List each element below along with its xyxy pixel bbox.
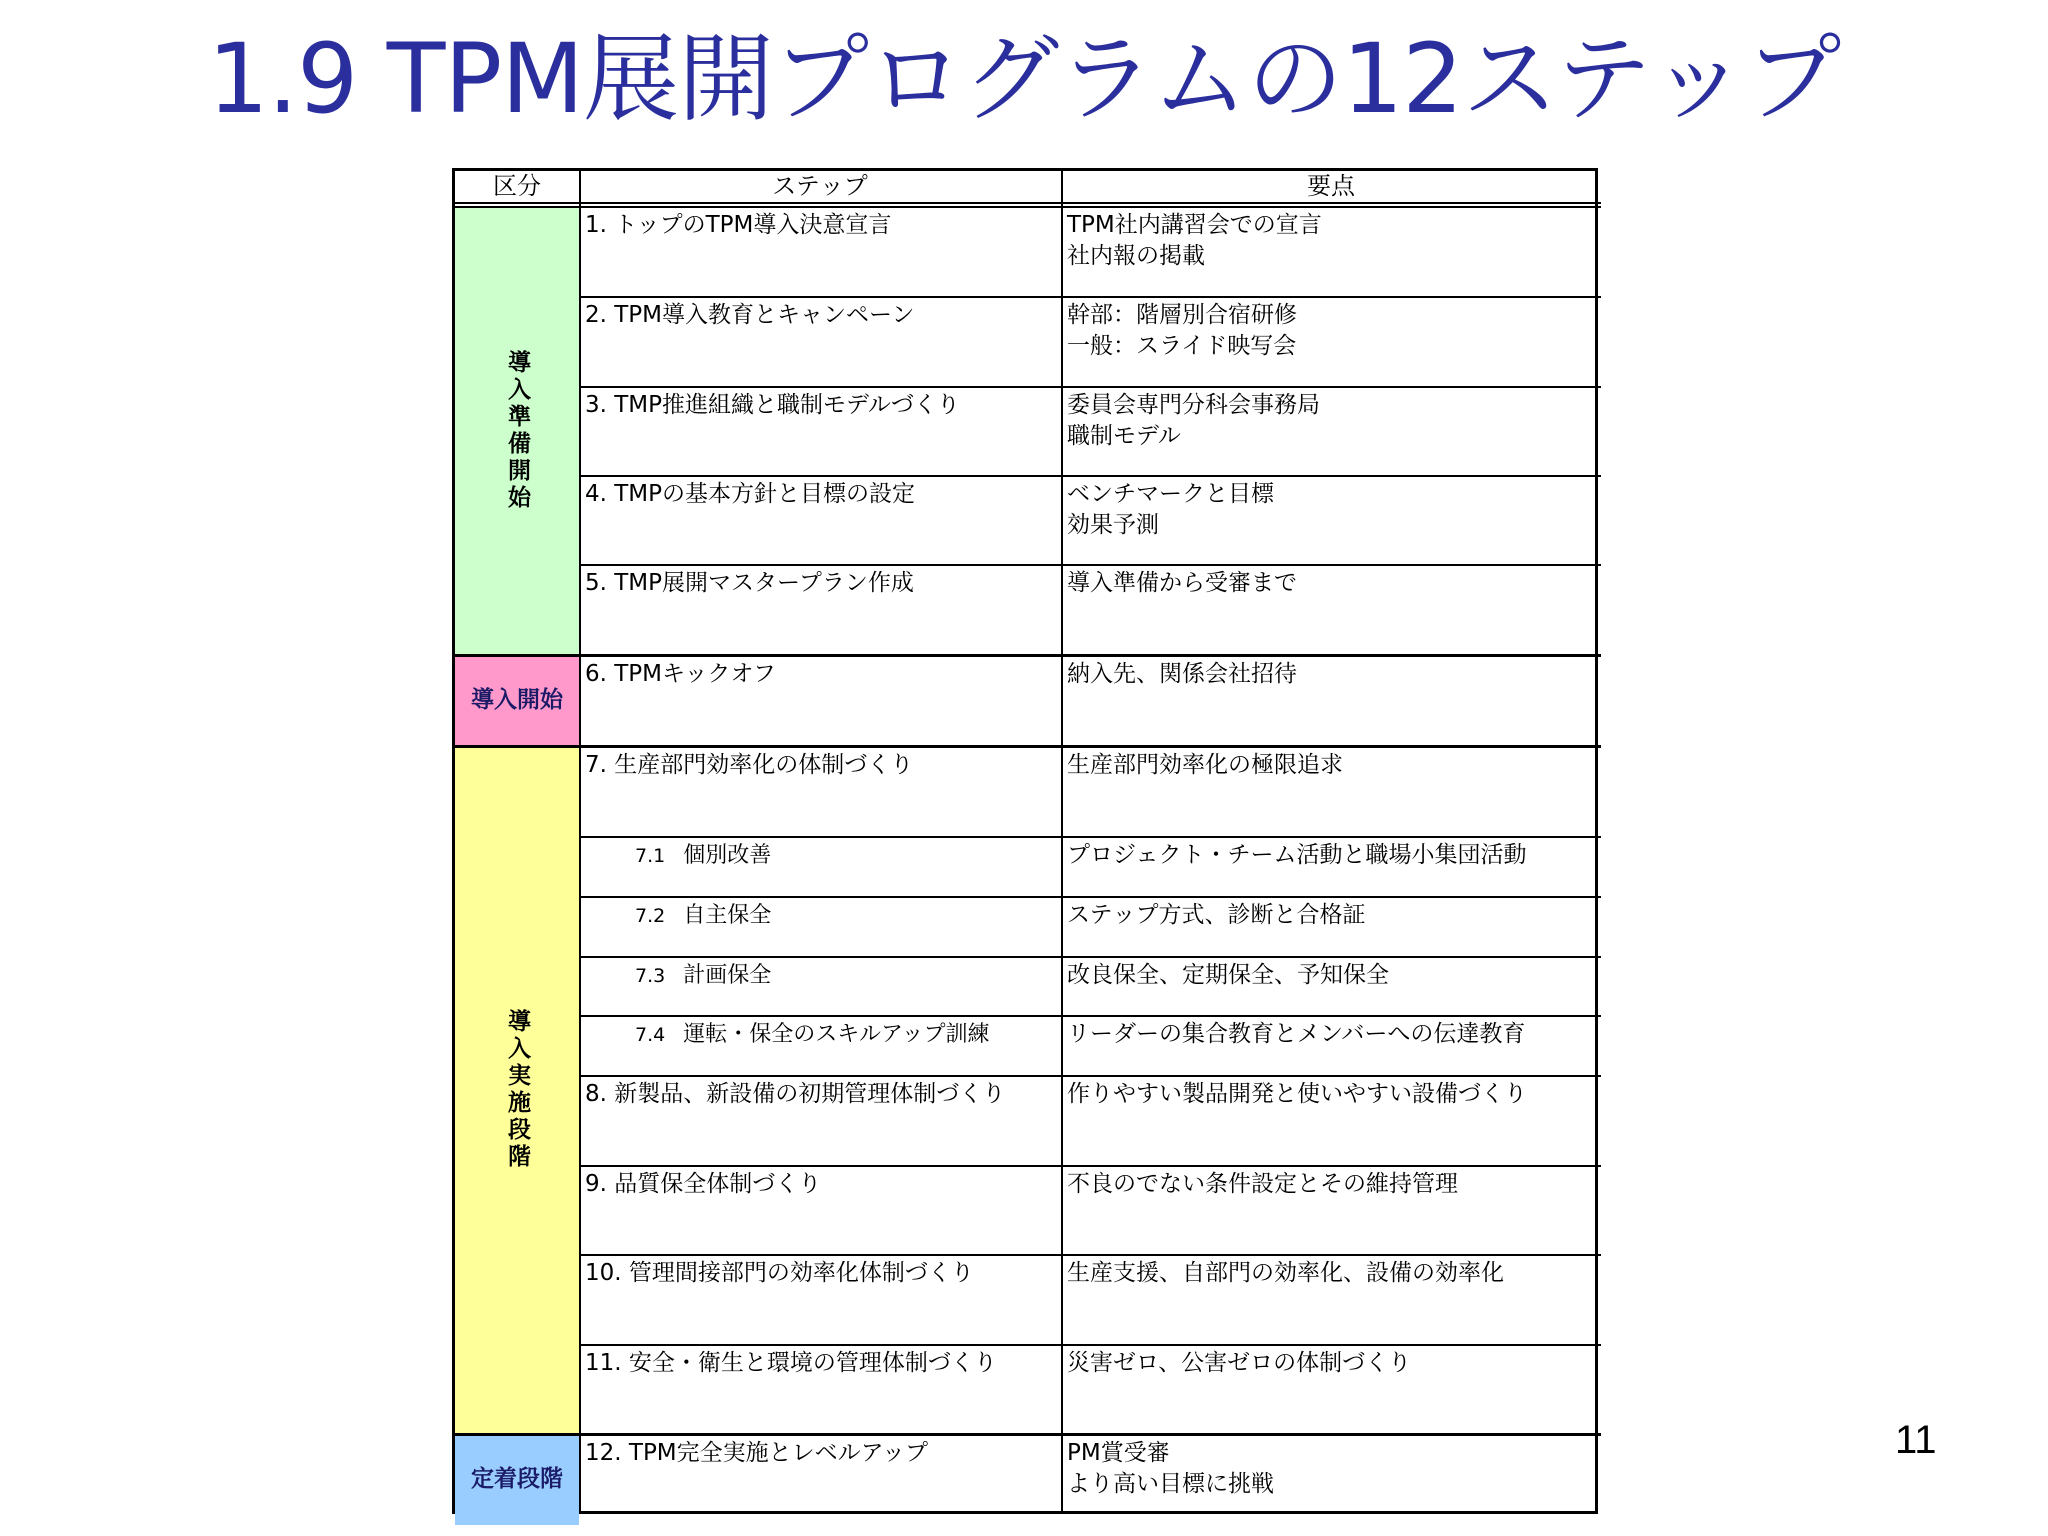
grid-line bbox=[1061, 171, 1063, 1511]
point-cell bbox=[1061, 746, 1601, 836]
point-line: 社内報の掲載 bbox=[1067, 243, 1205, 269]
slide-title: 1.9 TPM展開プログラムの12ステップ bbox=[207, 23, 1841, 135]
step-cell bbox=[579, 655, 1061, 746]
grid-line bbox=[579, 896, 1601, 898]
page-number: 11 bbox=[1895, 1418, 1937, 1462]
grid-line bbox=[579, 1075, 1601, 1077]
point-line: 作りやすい製品開発と使いやすい設備づくり bbox=[1067, 1081, 1527, 1107]
step-cell bbox=[579, 1015, 1061, 1075]
category-cell bbox=[455, 206, 579, 655]
grid-line bbox=[455, 745, 1601, 748]
point-cell bbox=[1061, 386, 1601, 475]
grid-line bbox=[579, 1254, 1601, 1256]
step-cell bbox=[579, 1165, 1061, 1254]
step-text: 2. TPM導入教育とキャンペーン bbox=[585, 302, 915, 328]
grid-line bbox=[579, 836, 1601, 838]
grid-line bbox=[455, 654, 1601, 657]
header-category: 区分 bbox=[493, 172, 541, 200]
step-cell bbox=[579, 386, 1061, 475]
step-number: 7.1 bbox=[635, 845, 666, 867]
step-cell bbox=[579, 1075, 1061, 1165]
point-line: 委員会専門分科会事務局 bbox=[1067, 392, 1320, 418]
grid-line bbox=[579, 564, 1601, 566]
grid-line bbox=[579, 1165, 1601, 1167]
header-step: ステップ bbox=[772, 172, 868, 200]
step-cell bbox=[579, 475, 1061, 564]
point-line: 職制モデル bbox=[1067, 423, 1181, 449]
point-cell bbox=[1061, 1344, 1601, 1434]
point-line: リーダーの集合教育とメンバーへの伝達教育 bbox=[1067, 1021, 1526, 1047]
point-cell bbox=[1061, 564, 1601, 655]
step-text: 8. 新製品、新設備の初期管理体制づくり bbox=[585, 1081, 1006, 1107]
step-number: 7.3 bbox=[635, 965, 666, 987]
step-text: 計画保全 bbox=[683, 963, 772, 988]
grid-line bbox=[455, 1433, 1601, 1436]
point-cell bbox=[1061, 836, 1601, 896]
grid-line bbox=[579, 296, 1601, 298]
point-cell bbox=[1061, 1434, 1601, 1525]
grid-line bbox=[579, 171, 581, 1511]
step-text: 個別改善 bbox=[683, 843, 772, 868]
step-cell bbox=[579, 206, 1061, 296]
step-cell bbox=[579, 956, 1061, 1015]
point-line: 幹部：階層別合宿研修 bbox=[1067, 302, 1297, 328]
step-text: 5. TMP展開マスタープラン作成 bbox=[585, 570, 914, 596]
grid-line bbox=[579, 1344, 1601, 1346]
step-text: 自主保全 bbox=[683, 903, 772, 928]
point-cell bbox=[1061, 896, 1601, 956]
point-line: 生産部門効率化の極限追求 bbox=[1067, 752, 1343, 778]
point-cell bbox=[1061, 475, 1601, 564]
category-label: 導入準備開始 bbox=[504, 349, 530, 512]
step-text: 3. TMP推進組織と職制モデルづくり bbox=[585, 392, 960, 418]
point-line: TPM社内講習会での宣言 bbox=[1067, 212, 1322, 238]
point-cell bbox=[1061, 1075, 1601, 1165]
category-label: 導入実施段階 bbox=[504, 1009, 530, 1171]
category-label: 導入開始 bbox=[471, 687, 563, 713]
grid-line bbox=[455, 202, 1601, 204]
point-line: 災害ゼロ、公害ゼロの体制づくり bbox=[1067, 1350, 1412, 1376]
category-label: 定着段階 bbox=[471, 1466, 563, 1492]
point-line: 導入準備から受審まで bbox=[1067, 570, 1297, 596]
point-line: ステップ方式、診断と合格証 bbox=[1067, 902, 1366, 928]
point-cell bbox=[1061, 206, 1601, 296]
step-cell bbox=[579, 896, 1061, 956]
point-line: プロジェクト・チーム活動と職場小集団活動 bbox=[1067, 842, 1527, 868]
point-line: 納入先、関係会社招待 bbox=[1067, 661, 1297, 687]
step-text: 6. TPMキックオフ bbox=[585, 661, 776, 687]
point-line: PM賞受審 bbox=[1067, 1440, 1170, 1466]
step-text: 1. トップのTPM導入決意宣言 bbox=[585, 212, 892, 238]
point-line: 一般：スライド映写会 bbox=[1067, 333, 1297, 359]
step-number: 7.4 bbox=[635, 1024, 666, 1046]
step-text: 9. 品質保全体制づくり bbox=[585, 1171, 822, 1197]
point-cell bbox=[1061, 1165, 1601, 1254]
point-cell bbox=[1061, 655, 1601, 746]
step-text: 運転・保全のスキルアップ訓練 bbox=[683, 1022, 990, 1047]
point-cell bbox=[1061, 1015, 1601, 1075]
tpm-steps-table bbox=[452, 168, 1598, 1514]
point-line: 改良保全、定期保全、予知保全 bbox=[1067, 962, 1389, 988]
point-line: より高い目標に挑戦 bbox=[1067, 1471, 1274, 1497]
category-cell bbox=[455, 746, 579, 1434]
step-number: 7.2 bbox=[635, 905, 666, 927]
step-text: 12. TPM完全実施とレベルアップ bbox=[585, 1440, 929, 1466]
grid-line bbox=[579, 1015, 1601, 1017]
point-line: ベンチマークと目標 bbox=[1067, 481, 1274, 507]
step-text: 11. 安全・衛生と環境の管理体制づくり bbox=[585, 1350, 997, 1376]
point-cell bbox=[1061, 956, 1601, 1015]
step-cell bbox=[579, 1434, 1061, 1525]
point-line: 不良のでない条件設定とその維持管理 bbox=[1067, 1171, 1458, 1197]
step-text: 10. 管理間接部門の効率化体制づくり bbox=[585, 1260, 974, 1286]
step-cell bbox=[579, 746, 1061, 836]
point-line: 効果予測 bbox=[1067, 512, 1159, 538]
point-cell bbox=[1061, 296, 1601, 386]
step-cell bbox=[579, 564, 1061, 655]
category-cell bbox=[455, 1434, 579, 1525]
grid-line bbox=[579, 956, 1601, 958]
step-cell bbox=[579, 296, 1061, 386]
step-text: 4. TMPの基本方針と目標の設定 bbox=[585, 481, 916, 507]
step-cell bbox=[579, 836, 1061, 896]
grid-line bbox=[579, 386, 1601, 388]
grid-line bbox=[455, 206, 1601, 208]
grid-line bbox=[579, 475, 1601, 477]
step-cell bbox=[579, 1344, 1061, 1434]
point-cell bbox=[1061, 1254, 1601, 1344]
step-cell bbox=[579, 1254, 1061, 1344]
step-text: 7. 生産部門効率化の体制づくり bbox=[585, 752, 914, 778]
point-line: 生産支援、自部門の効率化、設備の効率化 bbox=[1067, 1260, 1504, 1286]
category-cell bbox=[455, 655, 579, 746]
header-point: 要点 bbox=[1307, 172, 1355, 200]
